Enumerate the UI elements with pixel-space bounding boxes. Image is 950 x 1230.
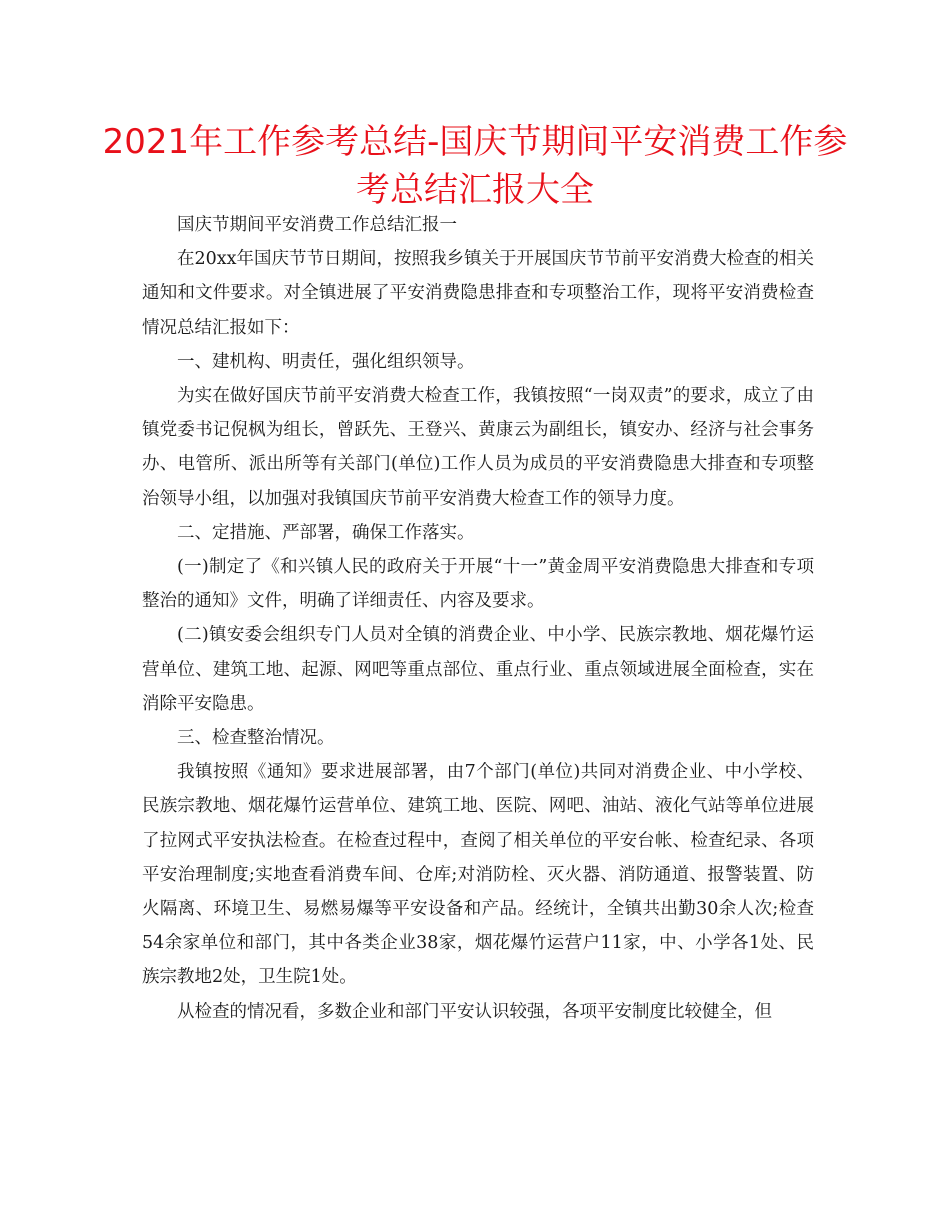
section-heading-3: 三、检查整治情况。 (177, 728, 335, 749)
paragraph-intro: 在20xx年国庆节节日期间，按照我乡镇关于开展国庆节节前平安消费大检查的相关通知和文件要求。对全镇进展了平安消费隐患排查和专项整治工作，现将平安消费检查情况总结汇报如下： (142, 249, 815, 338)
paragraph-subtitle: 国庆节期间平安消费工作总结汇报一 (177, 215, 457, 235)
document-body (142, 208, 814, 1029)
document-title: 2021年工作参考总结-国庆节期间平安消费工作参考总结汇报大全 (102, 122, 848, 210)
section-heading-2: 二、定措施、严部署，确保工作落实。 (177, 522, 475, 543)
paragraph-measure-1: (一)制定了《和兴镇人民的政府关于开展“十一”黄金周平安消费隐患大排查和专项整治的通知》文件，明确了详细责任、内容及要求。 (142, 557, 814, 612)
paragraph-organization: 为实在做好国庆节前平安消费大检查工作，我镇按照“一岗双责”的要求，成立了由镇党委书记倪枫为组长，曾跃先、王登兴、黄康云为副组长，镇安办、经济与社会事务办、电管所、派出所等有关部门(单位)工作人员为成员的平安消费隐患大排查和专项整治领导小组，以加强对我镇国庆节前平安消费大检查工作的领导力度。 (142, 386, 814, 509)
paragraph-measure-2: (二)镇安委会组织专门人员对全镇的消费企业、中小学、民族宗教地、烟花爆竹运营单位、建筑工地、起源、网吧等重点部位、重点行业、重点领域进展全面检查，实在消除平安隐患。 (142, 625, 814, 714)
paragraph-inspection: 我镇按照《通知》要求进展部署，由7个部门(单位)共同对消费企业、中小学校、民族宗教地、烟花爆竹运营单位、建筑工地、医院、网吧、油站、液化气站等单位进展了拉网式平安执法检查。在检查过程中，查阅了相关单位的平安台帐、检查纪录、各项平安治理制度;实地查看消费车间、仓库;对消防栓、灭火器、消防通道、报警装置、防火隔离、环境卫生、易燃易爆等平安设备和产品。经统计，全镇共出勤30余人次;检查54余家单位和部门，其中各类企业38家，烟花爆竹运营户11家，中、小学各1处、民族宗教地2处，卫生院1处。 (142, 762, 814, 988)
section-heading-1: 一、建机构、明责任，强化组织领导。 (177, 351, 475, 372)
paragraph-findings: 从检查的情况看，多数企业和部门平安认识较强，各项平安制度比较健全，但 (177, 1001, 772, 1022)
